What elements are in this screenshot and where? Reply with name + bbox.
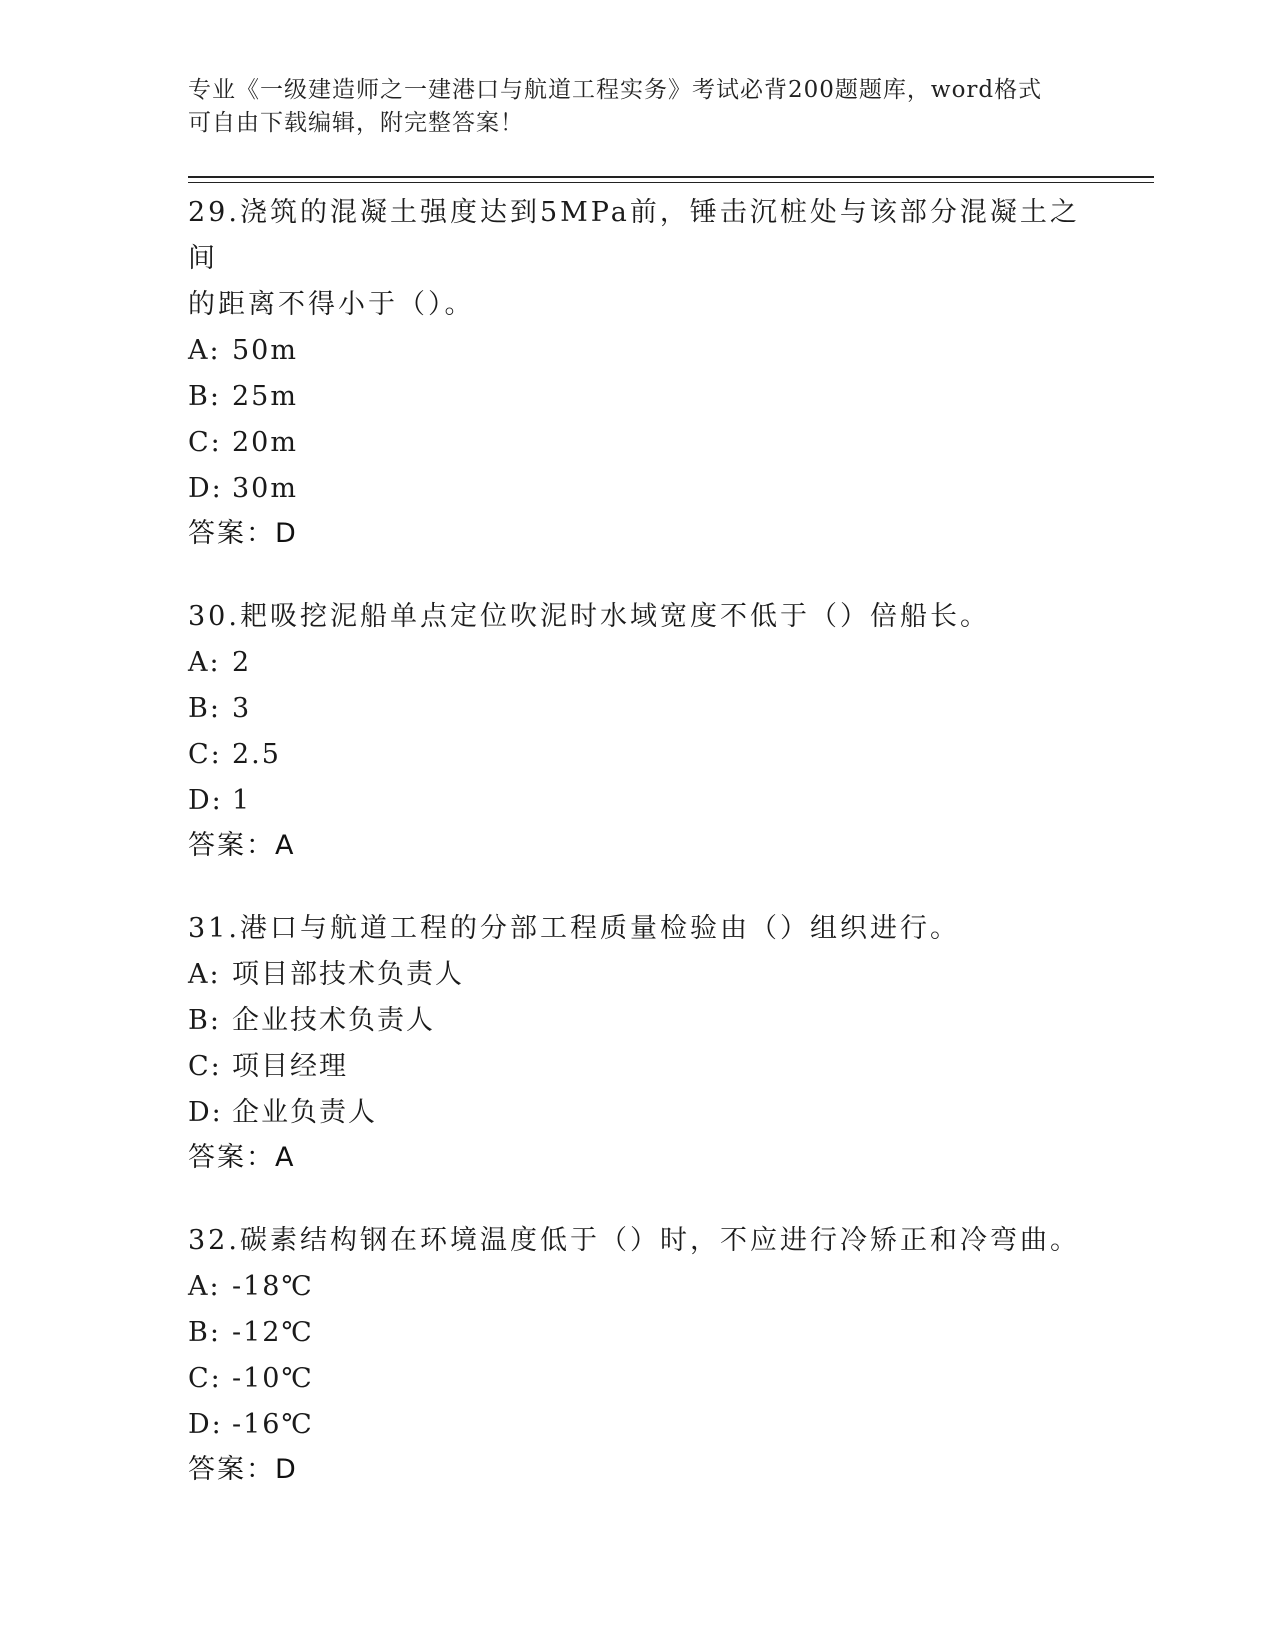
option-d xyxy=(188,466,1088,512)
option-text: -18℃ xyxy=(232,1271,314,1302)
option-text: 30m xyxy=(232,473,298,504)
option-text: 1 xyxy=(232,785,252,816)
answer: 答案：A xyxy=(188,830,296,861)
option-b xyxy=(188,1310,1088,1356)
question-30 xyxy=(188,594,1088,868)
option-key: C: xyxy=(188,1363,222,1394)
option-key: D: xyxy=(188,785,223,816)
option-key: A: xyxy=(188,1271,221,1302)
option-text: 50m xyxy=(232,335,298,366)
option-text: 2 xyxy=(232,647,252,678)
option-key: C: xyxy=(188,427,222,458)
option-a xyxy=(188,640,1088,686)
option-key: B: xyxy=(188,693,221,724)
answer: 答案：A xyxy=(188,1142,296,1173)
option-key: B: xyxy=(188,1317,221,1348)
option-c xyxy=(188,732,1088,778)
option-key: A: xyxy=(188,647,221,678)
option-c xyxy=(188,1044,1088,1090)
question-31 xyxy=(188,906,1088,1180)
question-29 xyxy=(188,190,1088,556)
option-a xyxy=(188,1264,1088,1310)
option-b xyxy=(188,686,1088,732)
option-text: 企业技术负责人 xyxy=(232,1005,435,1036)
option-key: C: xyxy=(188,739,222,770)
option-b xyxy=(188,998,1088,1044)
header-line-1: 专业《一级建造师之一建港口与航道工程实务》考试必背200题题库，word格式 xyxy=(188,77,1043,103)
option-text: 20m xyxy=(232,427,298,458)
option-key: A: xyxy=(188,959,221,990)
question-stem: 30.耙吸挖泥船单点定位吹泥时水域宽度不低于（）倍船长。 xyxy=(188,601,990,632)
header-divider-thin xyxy=(188,182,1154,183)
question-stem: 32.碳素结构钢在环境温度低于（）时，不应进行冷矫正和冷弯曲。 xyxy=(188,1225,1080,1256)
question-list xyxy=(188,190,1088,1530)
option-text: -12℃ xyxy=(232,1317,314,1348)
option-a xyxy=(188,328,1088,374)
header-divider-thick xyxy=(188,176,1154,178)
option-d xyxy=(188,1090,1088,1136)
question-stem: 29.浇筑的混凝土强度达到5MPa前，锤击沉桩处与该部分混凝土之间 xyxy=(188,197,1080,274)
option-key: D: xyxy=(188,1097,223,1128)
option-text: 3 xyxy=(232,693,252,724)
question-stem-continued: 的距离不得小于（）。 xyxy=(188,289,475,320)
option-a xyxy=(188,952,1088,998)
option-key: C: xyxy=(188,1051,222,1082)
option-key: D: xyxy=(188,1409,223,1440)
option-text: 25m xyxy=(232,381,298,412)
option-d xyxy=(188,778,1088,824)
option-key: D: xyxy=(188,473,223,504)
question-32 xyxy=(188,1218,1088,1492)
option-key: A: xyxy=(188,335,221,366)
option-text: -16℃ xyxy=(232,1409,314,1440)
document-header xyxy=(188,74,1068,140)
option-key: B: xyxy=(188,1005,221,1036)
option-text: 项目经理 xyxy=(232,1051,348,1082)
option-text: 项目部技术负责人 xyxy=(232,959,464,990)
answer: 答案：D xyxy=(188,518,298,549)
question-stem: 31.港口与航道工程的分部工程质量检验由（）组织进行。 xyxy=(188,913,960,944)
option-text: 2.5 xyxy=(232,739,281,770)
option-key: B: xyxy=(188,381,221,412)
option-d xyxy=(188,1402,1088,1448)
option-text: -10℃ xyxy=(232,1363,314,1394)
header-line-2: 可自由下载编辑，附完整答案！ xyxy=(188,110,524,136)
option-c xyxy=(188,420,1088,466)
answer: 答案：D xyxy=(188,1454,298,1485)
option-b xyxy=(188,374,1088,420)
option-c xyxy=(188,1356,1088,1402)
option-text: 企业负责人 xyxy=(232,1097,377,1128)
